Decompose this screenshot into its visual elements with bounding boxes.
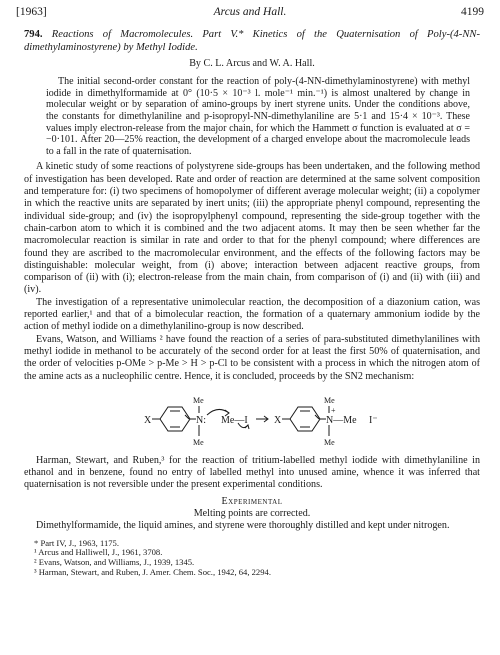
scheme-x-right: X [274,414,282,426]
running-header [16,6,484,20]
abstract [46,76,470,157]
body-paragraph-4: Harman, Stewart, and Ruben,³ for the reaction of tritium-labelled methyl iodide with dimethylaniline in ethanol and in benzene, found no entry of labelled methyl into unused amine, whence it was inferred that quaternisation is not reversible under the present experimental conditions. [24,454,480,491]
body-paragraph-2: The investigation of a representative unimolecular reaction, the decomposition of a diazonium cation, was reported earlier,¹ and that of a bimolecular reaction, the formation of a quaternary ammonium iodide by the action of methyl iodide on a dimethylanilino-group is now described. [24,296,480,333]
body-paragraph-1: A kinetic study of some reactions of polystyrene side-groups has been undertaken, and the following method of investigation has been developed. Rate and order of reaction are determined at the same solvent composition and temperature for: (i) two specimens of homopolymer of different average molecular weight; (ii) a copolymer in which the reactive units are separated by inert units; (iii) the appropriate phenyl compound, representing the individual side-group; and (iv) the isopropylphenyl compound, representing the side-group together with the chain-carbon atom to which it is combined and the two adjacent atoms. It may then be seen whether far the macromolecular reaction is similar in rate and order to that for the phenyl compound; where differences are found they are ascribed to the macromolecular environment, and the effects of the following factors may be distinguishable: molecular weight, from (i) above; interaction between adjacent reactive groups, from comparison of (ii) with (i); electron-release from the main chain, from comparison of (i) and (ii) with (iii) and (iv). [24,161,480,296]
scheme-iodide: I⁻ [369,414,378,426]
footnote: ¹ Arcus and Halliwell, J., 1961, 3708. [34,547,163,558]
scheme-reagent: Me—I [221,414,248,426]
footnote: ² Evans, Watson, and Williams, J., 1939, 1345. [34,557,195,568]
scheme-me-bottom-left: Me [193,437,204,447]
body-paragraph-3: Evans, Watson, and Williams ² have found the reaction of a series of para-substituted dimethylanilines with methyl iodide in methanol to be accurately of the second order for at least the first 50% of quaternisation, and the order of velocities p-OMe > p-Me > H > p-Cl to be consistent with a process in which the nitrogen atom of the amine acts as a nucleophilic centre. Hence, it is concluded, proceeds by the SN2 mechanism: [24,333,480,382]
abstract-text: The initial second-order constant for the reaction of poly-(4-NN-dimethylaminostyrene) with methyl iodide in dimethylformamide at 0° (10·5 × 10⁻³ l. mole⁻¹ min.⁻¹) is almost unaltered by change in molecular weight or by separation of amino-groups by inert styrene units. Under the conditions above, the constants for dimethylaniline and p-isopropyl-NN-dimethylaniline are 5·1 and 15·4 × 10⁻³. These values imply electron-release from the major chain, for which the Hammett σ function is evaluated at σ = −0·101. After 20—25% reaction, the development of a charged envelope about the macromolecule leads to a fall in the rate of quaternisation. [46,76,470,157]
article-title-line [24,28,480,54]
scheme-n-left: N: [196,414,206,426]
header-year: [1963] [16,6,47,18]
footnotes [24,539,480,578]
scheme-plus-charge: + [331,405,336,415]
melting-points-note: Melting points are corrected. [193,507,311,519]
scheme-me-bottom-right: Me [324,437,335,447]
article-content [24,26,480,578]
scheme-me-top-left: Me [193,395,204,405]
article-number: 794. [24,29,43,40]
reaction-scheme [24,385,480,455]
scheme-me-top-right: Me [324,395,335,405]
article-body-continued [24,455,480,492]
header-authors: Arcus and Hall. [213,6,287,18]
header-page-number: 4199 [461,6,484,18]
experimental-body [24,520,480,532]
reaction-scheme-diagram [24,385,480,455]
footnote: * Part IV, J., 1963, 1175. [34,537,119,548]
experimental-heading: Experimental [221,495,283,507]
scheme-n-right: N—Me [326,414,357,426]
article-authors: By C. L. Arcus and W. A. Hall. [189,58,315,69]
footnote: ³ Harman, Stewart, and Ruben, J. Amer. Chem. Soc., 1942, 64, 2294. [34,566,271,577]
experimental-paragraph-1: Dimethylformamide, the liquid amines, and styrene were thoroughly distilled and kept under nitrogen. [36,520,450,532]
article-title: Reactions of Macromolecules. Part V.* Kinetics of the Quaternisation of Poly-(4-NN-dimethylaminostyrene) by Methyl Iodide. [24,29,480,53]
article-body [24,161,480,382]
scheme-x-left: X [144,414,152,426]
